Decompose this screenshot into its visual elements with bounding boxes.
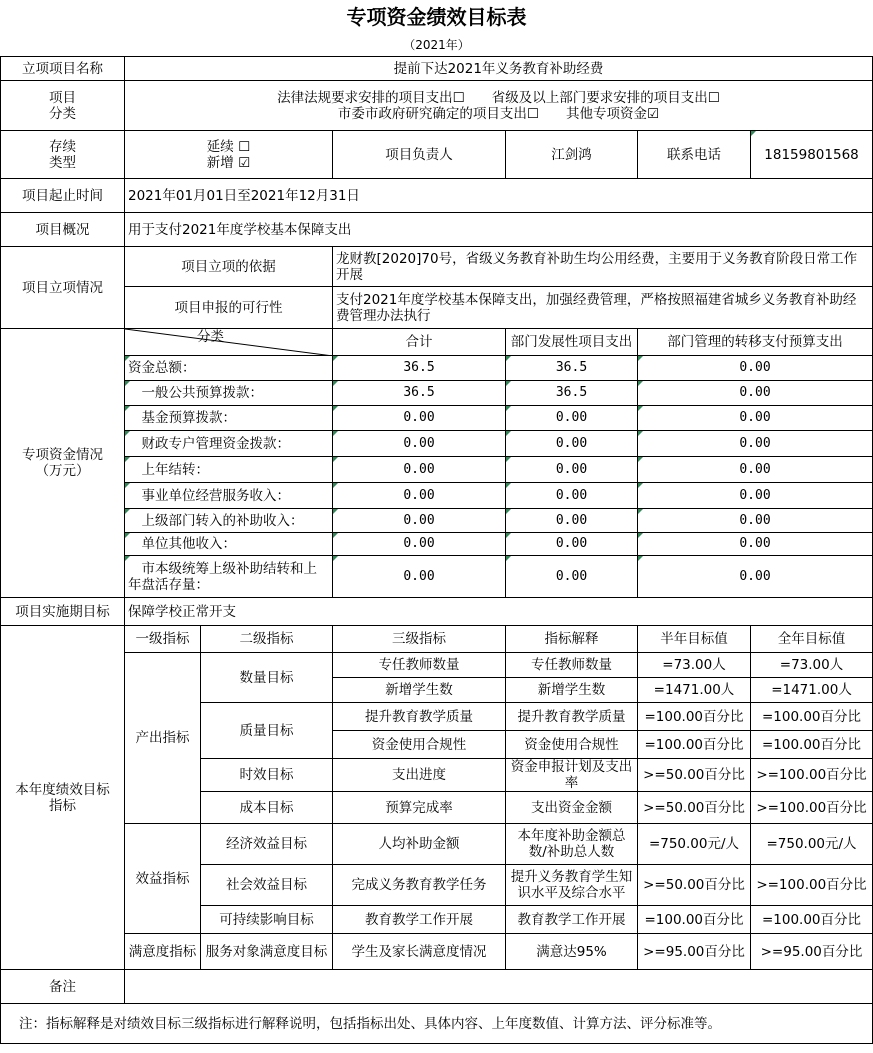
continuity-option-new: 新增 ☑ bbox=[206, 154, 251, 171]
perf-explanation: 教育教学工作开展 bbox=[506, 906, 638, 934]
funds-row-dept: 0.00 bbox=[506, 457, 638, 483]
perf-header-l3: 三级指标 bbox=[333, 626, 506, 653]
overview-value: 用于支付2021年度学校基本保障支出 bbox=[125, 213, 873, 247]
perf-half-year: >=50.00百分比 bbox=[638, 759, 751, 792]
perf-l2-social: 社会效益目标 bbox=[201, 865, 333, 906]
funds-row-label: 财政专户管理资金拨款： bbox=[125, 431, 333, 457]
feasibility-value: 支付2021年度学校基本保障支出，加强经费管理，严格按照福建省城乡义务教育补助经费管理办法执行 bbox=[333, 287, 873, 329]
perf-full-year: =750.00元/人 bbox=[751, 824, 873, 865]
funds-row-label: 事业单位经营服务收入： bbox=[125, 483, 333, 509]
funds-row-transfer: 0.00 bbox=[638, 406, 873, 431]
funds-row-total: 0.00 bbox=[333, 556, 506, 598]
funds-row-label: 上年结转： bbox=[125, 457, 333, 483]
overview-label: 项目概况 bbox=[1, 213, 125, 247]
funds-row-transfer: 0.00 bbox=[638, 509, 873, 533]
goal-value: 保障学校正常开支 bbox=[125, 598, 873, 626]
funds-row-label: 一般公共预算拨款： bbox=[125, 381, 333, 406]
funds-category-header bbox=[125, 329, 333, 356]
perf-l3: 资金使用合规性 bbox=[333, 731, 506, 759]
funds-row-dept: 36.5 bbox=[506, 381, 638, 406]
funds-row bbox=[1, 509, 873, 533]
period-value: 2021年01月01日至2021年12月31日 bbox=[125, 179, 873, 213]
perf-full-year: >=95.00百分比 bbox=[751, 934, 873, 970]
funds-row-total: 0.00 bbox=[333, 457, 506, 483]
funds-row-label: 单位其他收入： bbox=[125, 533, 333, 556]
funds-transfer-header: 部门管理的转移支付预算支出 bbox=[638, 329, 873, 356]
funds-row-dept: 0.00 bbox=[506, 483, 638, 509]
perf-l3: 专任教师数量 bbox=[333, 653, 506, 678]
perf-header-half-year: 半年目标值 bbox=[638, 626, 751, 653]
funds-row-total: 0.00 bbox=[333, 483, 506, 509]
perf-full-year: >=100.00百分比 bbox=[751, 792, 873, 824]
funds-row-dept: 36.5 bbox=[506, 356, 638, 381]
project-name: 提前下达2021年义务教育补助经费 bbox=[125, 57, 873, 81]
perf-row bbox=[1, 934, 873, 970]
perf-l1-output: 产出指标 bbox=[125, 653, 201, 824]
remark-value bbox=[125, 970, 873, 1004]
target-table bbox=[0, 56, 873, 1044]
perf-header-l2: 二级指标 bbox=[201, 626, 333, 653]
perf-half-year: >=50.00百分比 bbox=[638, 865, 751, 906]
phone-number: 18159801568 bbox=[751, 131, 873, 179]
project-name-label: 立项项目名称 bbox=[1, 57, 125, 81]
perf-half-year: =73.00人 bbox=[638, 653, 751, 678]
perf-row bbox=[1, 653, 873, 678]
goal-label: 项目实施期目标 bbox=[1, 598, 125, 626]
perf-full-year: =100.00百分比 bbox=[751, 731, 873, 759]
funds-row-total: 0.00 bbox=[333, 533, 506, 556]
funds-label: 专项资金情况 （万元） bbox=[1, 329, 125, 598]
funds-row-transfer: 0.00 bbox=[638, 556, 873, 598]
perf-explanation: 提升教育教学质量 bbox=[506, 703, 638, 731]
perf-l3: 学生及家长满意度情况 bbox=[333, 934, 506, 970]
funds-row-total: 0.00 bbox=[333, 406, 506, 431]
perf-full-year: =100.00百分比 bbox=[751, 906, 873, 934]
perf-explanation: 新增学生数 bbox=[506, 678, 638, 703]
perf-full-year: =1471.00人 bbox=[751, 678, 873, 703]
perf-header-full-year: 全年目标值 bbox=[751, 626, 873, 653]
funds-row-transfer: 0.00 bbox=[638, 457, 873, 483]
perf-l2-economic: 经济效益目标 bbox=[201, 824, 333, 865]
perf-half-year: >=50.00百分比 bbox=[638, 792, 751, 824]
funds-category-label: 分类 bbox=[197, 329, 224, 345]
funds-row bbox=[1, 556, 873, 598]
continuity-option-continue: 延续 ☐ bbox=[206, 138, 251, 155]
category-line-1: 法律法规要求安排的项目支出☐ 省级及以上部门要求安排的项目支出☐ bbox=[277, 89, 720, 106]
perf-half-year: =100.00百分比 bbox=[638, 731, 751, 759]
perf-l2-quantity: 数量目标 bbox=[201, 653, 333, 703]
period-label: 项目起止时间 bbox=[1, 179, 125, 213]
category-label: 项目 分类 bbox=[1, 81, 125, 131]
perf-l3: 教育教学工作开展 bbox=[333, 906, 506, 934]
funds-row-total: 0.00 bbox=[333, 431, 506, 457]
funds-row bbox=[1, 381, 873, 406]
perf-half-year: =100.00百分比 bbox=[638, 906, 751, 934]
funds-row bbox=[1, 406, 873, 431]
perf-header-explanation: 指标解释 bbox=[506, 626, 638, 653]
funds-row bbox=[1, 356, 873, 381]
perf-explanation: 资金使用合规性 bbox=[506, 731, 638, 759]
remark-label: 备注 bbox=[1, 970, 125, 1004]
continuity-label: 存续 类型 bbox=[1, 131, 125, 179]
perf-l2-timeliness: 时效目标 bbox=[201, 759, 333, 792]
perf-half-year: =1471.00人 bbox=[638, 678, 751, 703]
funds-row-label: 基金预算拨款： bbox=[125, 406, 333, 431]
funds-row-transfer: 0.00 bbox=[638, 483, 873, 509]
category-line-2: 市委市政府研究确定的项目支出☐ 其他专项资金☑ bbox=[337, 105, 660, 122]
funds-row-dept: 0.00 bbox=[506, 431, 638, 457]
funds-total-header: 合计 bbox=[333, 329, 506, 356]
perf-explanation: 专任教师数量 bbox=[506, 653, 638, 678]
funds-row-transfer: 0.00 bbox=[638, 356, 873, 381]
perf-explanation: 本年度补助金额总数/补助总人数 bbox=[506, 824, 638, 865]
perf-l1-benefit: 效益指标 bbox=[125, 824, 201, 934]
perf-l3: 完成义务教育教学任务 bbox=[333, 865, 506, 906]
perf-half-year: =750.00元/人 bbox=[638, 824, 751, 865]
funds-row bbox=[1, 431, 873, 457]
perf-l3: 支出进度 bbox=[333, 759, 506, 792]
funds-dept-header: 部门发展性项目支出 bbox=[506, 329, 638, 356]
performance-label: 本年度绩效目标 指标 bbox=[1, 626, 125, 970]
perf-l2-quality: 质量目标 bbox=[201, 703, 333, 759]
funds-row-transfer: 0.00 bbox=[638, 381, 873, 406]
funds-row-total: 0.00 bbox=[333, 509, 506, 533]
perf-half-year: >=95.00百分比 bbox=[638, 934, 751, 970]
perf-l2-sustain: 可持续影响目标 bbox=[201, 906, 333, 934]
funds-row-total: 36.5 bbox=[333, 381, 506, 406]
feasibility-label: 项目申报的可行性 bbox=[125, 287, 333, 329]
funds-row-transfer: 0.00 bbox=[638, 431, 873, 457]
perf-header-l1: 一级指标 bbox=[125, 626, 201, 653]
sheet-title: 专项资金绩效目标表 bbox=[346, 5, 527, 29]
manager-name: 江剑鸿 bbox=[506, 131, 638, 179]
sheet-year: （2021年） bbox=[403, 38, 470, 52]
footnote: 注：指标解释是对绩效目标三级指标进行解释说明，包括指标出处、具体内容、上年度数值、计算方法、评分标准等。 bbox=[1, 1004, 873, 1044]
setup-label: 项目立项情况 bbox=[1, 247, 125, 329]
funds-row bbox=[1, 533, 873, 556]
perf-l3: 新增学生数 bbox=[333, 678, 506, 703]
perf-explanation: 支出资金金额 bbox=[506, 792, 638, 824]
funds-row-transfer: 0.00 bbox=[638, 533, 873, 556]
perf-full-year: =73.00人 bbox=[751, 653, 873, 678]
funds-row-label: 上级部门转入的补助收入： bbox=[125, 509, 333, 533]
funds-row-dept: 0.00 bbox=[506, 556, 638, 598]
perf-l2-service: 服务对象满意度目标 bbox=[201, 934, 333, 970]
funds-row-dept: 0.00 bbox=[506, 533, 638, 556]
basis-label: 项目立项的依据 bbox=[125, 247, 333, 287]
basis-value: 龙财教[2020]70号，省级义务教育补助生均公用经费，主要用于义务教育阶段日常工作开展 bbox=[333, 247, 873, 287]
funds-row-dept: 0.00 bbox=[506, 509, 638, 533]
continuity-options bbox=[125, 131, 333, 179]
perf-l3: 提升教育教学质量 bbox=[333, 703, 506, 731]
perf-row bbox=[1, 824, 873, 865]
perf-explanation: 提升义务教育学生知识水平及综合水平 bbox=[506, 865, 638, 906]
perf-l3: 人均补助金额 bbox=[333, 824, 506, 865]
category-options bbox=[125, 81, 873, 131]
perf-full-year: >=100.00百分比 bbox=[751, 759, 873, 792]
funds-row-total: 36.5 bbox=[333, 356, 506, 381]
perf-l1-satisfaction: 满意度指标 bbox=[125, 934, 201, 970]
perf-full-year: >=100.00百分比 bbox=[751, 865, 873, 906]
funds-row bbox=[1, 457, 873, 483]
funds-row-label: 资金总额： bbox=[125, 356, 333, 381]
diagonal-divider bbox=[125, 329, 333, 356]
phone-label: 联系电话 bbox=[638, 131, 751, 179]
perf-l3: 预算完成率 bbox=[333, 792, 506, 824]
perf-full-year: =100.00百分比 bbox=[751, 703, 873, 731]
funds-row-dept: 0.00 bbox=[506, 406, 638, 431]
perf-explanation: 满意达95% bbox=[506, 934, 638, 970]
perf-explanation: 资金申报计划及支出率 bbox=[506, 759, 638, 792]
manager-label: 项目负责人 bbox=[333, 131, 506, 179]
perf-l2-cost: 成本目标 bbox=[201, 792, 333, 824]
perf-half-year: =100.00百分比 bbox=[638, 703, 751, 731]
funds-row bbox=[1, 483, 873, 509]
funds-row-label: 市本级统筹上级补助结转和上年盘活存量： bbox=[125, 556, 333, 598]
